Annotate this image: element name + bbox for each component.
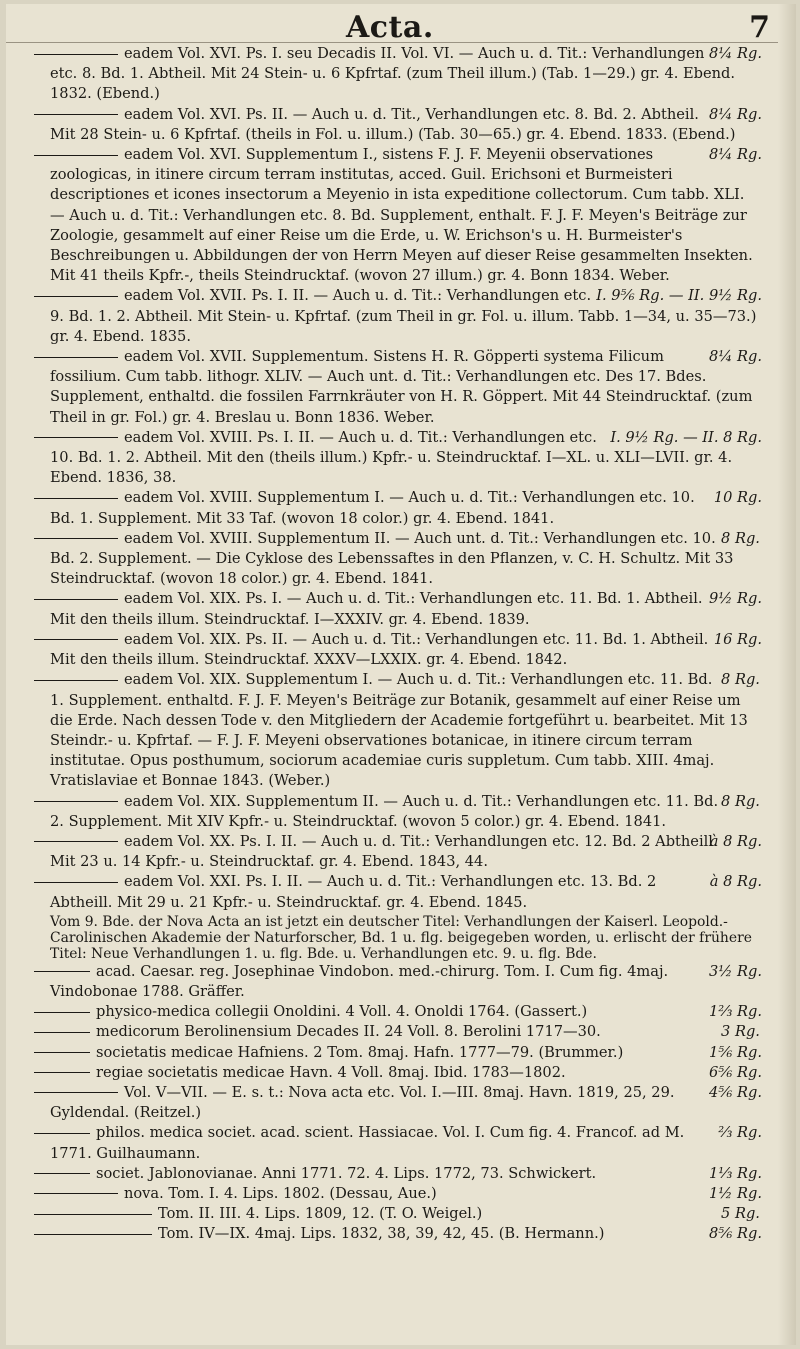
ditto-dash bbox=[34, 1012, 90, 1013]
ditto-dash bbox=[34, 599, 118, 600]
entry-price: 1½ Rg. bbox=[708, 1184, 762, 1202]
entry-text: eadem Vol. XIX. Ps. II. — Auch u. d. Tit.: Verhandlungen etc. 11. Bd. 1. Abtheil. Mit den theils illum. Steindrucktaf. XXXV—LXXIX. gr. 4. Ebend. 1842. bbox=[50, 630, 709, 669]
scan-edge bbox=[778, 4, 796, 1345]
entry-price: 6⅚ Rg. bbox=[708, 1063, 762, 1081]
entry-text: Vom 9. Bde. der Nova Acta an ist jetzt ein deutscher Titel: Verhandlungen der Kaiserl. Leopold.-Carolinischen Akademie der Naturforscher, Bd. 1 u. flg. beigegeben worden, u. erlischt der frühere Titel: Neue Verhandlungen 1. u. flg. Bde. u. Verhandlungen etc. 9. u. flg. Bde. bbox=[50, 913, 752, 962]
catalog-entry bbox=[34, 105, 762, 145]
ditto-dash bbox=[34, 801, 118, 802]
entry-price: ⅔ Rg. bbox=[718, 1124, 762, 1142]
entry-text: eadem Vol. XIX. Supplementum I. — Auch u. d. Tit.: Verhandlungen etc. 11. Bd. 1. Supplement. enthaltd. F. J. F. Meyen's Beiträge zur Botanik, gesammelt auf einer Reise um die Erde. Nach dessen Tode v. den Mitgliedern der Academie fortgeführt u. bearbeitet. Mit 13 Steindr.- u. Kpfrtaf. — F. J. F. Meyeni observationes botanicae, in itinere circum terram institutae. Opus posthumum, sociorum academiae curis suppletum. Cum tabb. XIII. 4maj. Vratislaviae et Bonnae 1843. (Weber.) bbox=[50, 671, 748, 790]
catalog-entry bbox=[34, 1002, 762, 1022]
entry-text: eadem Vol. XXI. Ps. I. II. — Auch u. d. Tit.: Verhandlungen etc. 13. Bd. 2 Abtheill. Mit 29 u. 21 Kpfr.- u. Steindrucktaf. gr. 4. Ebend. 1845. bbox=[50, 873, 657, 911]
entry-price: 8¼ Rg. bbox=[708, 348, 762, 366]
entry-price: 1⅔ Rg. bbox=[708, 1003, 762, 1021]
entry-text: eadem Vol. XVII. Ps. I. II. — Auch u. d. Tit.: Verhandlungen etc. 9. Bd. 1. 2. Abtheil. Mit Stein- u. Kpfrtaf. (zum Theil in gr. Fol. u. illum. Tabb. 1—34, u. 35—73.) gr. 4. Ebend. 1835. bbox=[50, 287, 757, 345]
entry-price: 16 Rg. bbox=[713, 630, 762, 648]
entry-text: eadem Vol. XVIII. Supplementum II. — Auch unt. d. Tit.: Verhandlungen etc. 10. Bd. 2. Supplement. — Die Cyklose des Lebenssaftes in den Pflanzen, v. C. H. Schultz. Mit 33 Steindrucktaf. (wovon 18 color.) gr. 4. Ebend. 1841. bbox=[50, 529, 734, 588]
catalog-entry bbox=[34, 347, 762, 428]
entry-text: acad. Caesar. reg. Josephinae Vindobon. med.-chirurg. Tom. I. Cum fig. 4maj. Vindobonae 1788. Gräffer. bbox=[50, 962, 669, 1000]
ditto-dash bbox=[34, 538, 118, 539]
entry-text: societ. Jablonovianae. Anni 1771. 72. 4. Lips. 1772, 73. Schwickert. bbox=[96, 1164, 597, 1182]
entry-text: eadem Vol. XVIII. Supplementum I. — Auch u. d. Tit.: Verhandlungen etc. 10. Bd. 1. Supplement. Mit 33 Taf. (wovon 18 color.) gr. 4. Ebend. 1841. bbox=[50, 489, 695, 527]
entry-price: 4⅚ Rg. bbox=[708, 1083, 762, 1101]
entry-text: eadem Vol. XIX. Ps. I. — Auch u. d. Tit.: Verhandlungen etc. 11. Bd. 1. Abtheil. Mit den theils illum. Steindrucktaf. I—XXXIV. gr. 4. Ebend. 1839. bbox=[50, 590, 703, 628]
ditto-dash bbox=[34, 296, 118, 297]
ditto-dash bbox=[34, 114, 118, 115]
entry-text: Tom. II. III. 4. Lips. 1809, 12. (T. O. Weigel.) bbox=[158, 1205, 483, 1223]
running-title: Acta. bbox=[346, 10, 434, 45]
ditto-dash bbox=[34, 639, 118, 640]
entry-text: eadem Vol. XVI. Supplementum I., sistens F. J. F. Meyenii observationes zoologicas, in itinere circum terram institutas, acced. Guil. Erichsoni et Burmeisteri descriptiones et icones insectorum a Meyenio in ista expeditione collectorum. Cum tabb. XLI. — Auch u. d. Tit.: Verhandlungen etc. 8. Bd. Supplement, enthalt. F. J. F. Meyen's Beiträge zur Zoologie, gesammelt auf einer Reise um die Erde, u. W. Erichson's u. H. Burmeister's Beschreibungen u. Abbildungen der von Herrn Meyen auf dieser Reise gesammelten Insekten. Mit 41 theils Kpfr.-, theils Steindrucktaf. (wovon 27 illum.) gr. 4. Bonn 1834. Weber. bbox=[50, 146, 753, 285]
page-header bbox=[6, 4, 796, 43]
ditto-dash bbox=[34, 1092, 118, 1093]
catalog-entry bbox=[34, 832, 762, 872]
catalog-entry bbox=[34, 1123, 762, 1163]
ditto-dash bbox=[34, 1173, 90, 1174]
entry-text: Vol. V—VII. — E. s. t.: Nova acta etc. Vol. I.—III. 8maj. Havn. 1819, 25, 29. Gyldendal. (Reitzel.) bbox=[50, 1083, 675, 1122]
catalog-entry bbox=[34, 872, 762, 912]
entry-text: societatis medicae Hafniens. 2 Tom. 8maj. Hafn. 1777—79. (Brummer.) bbox=[96, 1043, 624, 1061]
catalog-entry bbox=[34, 488, 762, 528]
entry-price: 1⅓ Rg. bbox=[708, 1164, 762, 1182]
entry-price: 8¼ Rg. bbox=[708, 146, 762, 164]
catalog-entry bbox=[34, 286, 762, 347]
entry-text: philos. medica societ. acad. scient. Hassiacae. Vol. I. Cum fig. 4. Francof. ad M. 1771. Guilhaumann. bbox=[50, 1124, 685, 1162]
entry-text: eadem Vol. XX. Ps. I. II. — Auch u. d. Tit.: Verhandlungen etc. 12. Bd. 2 Abtheill. Mit 23 u. 14 Kpfr.- u. Steindrucktaf. gr. 4. Ebend. 1843, 44. bbox=[50, 832, 718, 871]
entry-price: 1⅚ Rg. bbox=[708, 1043, 762, 1061]
catalog-entry bbox=[34, 1204, 762, 1224]
entry-price: 8¼ Rg. bbox=[708, 45, 762, 62]
entry-price: 5 Rg. bbox=[721, 1205, 760, 1223]
entry-price: 3½ Rg. bbox=[708, 962, 762, 980]
catalog-entry bbox=[34, 529, 762, 590]
ditto-dash bbox=[34, 1052, 90, 1053]
entry-text: medicorum Berolinensium Decades II. 24 Voll. 8. Berolini 1717—30. bbox=[96, 1023, 601, 1041]
ditto-dash bbox=[34, 971, 90, 972]
entry-price: 8 Rg. bbox=[721, 529, 760, 547]
catalog-page bbox=[6, 4, 796, 1345]
entry-price: 8 Rg. bbox=[721, 792, 760, 810]
ditto-dash bbox=[34, 1072, 90, 1073]
catalog-entry bbox=[34, 1043, 762, 1063]
catalog-entry bbox=[34, 428, 762, 489]
ditto-dash bbox=[34, 1214, 152, 1215]
entry-price: I. 9⅚ Rg. — II. 9½ Rg. bbox=[596, 287, 762, 305]
page-number: 7 bbox=[749, 10, 770, 45]
entry-price: I. 9½ Rg. — II. 8 Rg. bbox=[610, 428, 762, 446]
catalog-entry bbox=[34, 670, 762, 791]
entry-price: à 8 Rg. bbox=[709, 873, 762, 891]
entry-text: Tom. IV—IX. 4maj. Lips. 1832, 38, 39, 42, 45. (B. Hermann.) bbox=[158, 1225, 605, 1243]
ditto-dash bbox=[34, 437, 118, 438]
ditto-dash bbox=[34, 498, 118, 499]
ditto-dash bbox=[34, 1234, 152, 1235]
catalog-entry bbox=[34, 589, 762, 629]
entry-price: 8¼ Rg. bbox=[708, 105, 762, 123]
entry-text: physico-medica collegii Onoldini. 4 Voll. 4. Onoldi 1764. (Gassert.) bbox=[96, 1003, 588, 1021]
entry-text: eadem Vol. XVI. Ps. II. — Auch u. d. Tit., Verhandlungen etc. 8. Bd. 2. Abtheil. Mit 28 Stein- u. 6 Kpfrtaf. (theils in Fol. u. illum.) (Tab. 30—65.) gr. 4. Ebend. 1833. (Ebend.) bbox=[50, 105, 736, 143]
catalog-entry bbox=[34, 962, 762, 1002]
catalog-entry bbox=[34, 1164, 762, 1184]
entry-price: à 8 Rg. bbox=[709, 832, 762, 850]
entry-price: 10 Rg. bbox=[713, 489, 762, 507]
ditto-dash bbox=[34, 1193, 118, 1194]
entry-price: 8⅚ Rg. bbox=[708, 1225, 762, 1243]
catalog-entry bbox=[34, 1184, 762, 1204]
catalog-entry bbox=[34, 1083, 762, 1123]
ditto-dash bbox=[34, 1032, 90, 1033]
catalog-entry bbox=[34, 792, 762, 832]
ditto-dash bbox=[34, 155, 118, 156]
catalog-entries bbox=[34, 44, 762, 1245]
ditto-dash bbox=[34, 54, 118, 55]
ditto-dash bbox=[34, 882, 118, 883]
entry-price: 9½ Rg. bbox=[708, 590, 762, 608]
entry-text: eadem Vol. XVIII. Ps. I. II. — Auch u. d. Tit.: Verhandlungen etc. 10. Bd. 1. 2. Abtheil. Mit den (theils illum.) Kpfr.- u. Steindrucktaf. I—XL. u. XLI—LVII. gr. 4. Ebend. 1836, 38. bbox=[50, 428, 733, 487]
ditto-dash bbox=[34, 357, 118, 358]
entry-text: eadem Vol. XVI. Ps. I. seu Decadis II. Vol. VI. — Auch u. d. Tit.: Verhandlungen etc. 8. Bd. 1. Abtheil. Mit 24 Stein- u. 6 Kpfrtaf. (zum Theil illum.) (Tab. 1—29.) gr. 4. Ebend. 1832. (Ebend.) bbox=[50, 45, 736, 103]
entry-price: 3 Rg. bbox=[721, 1023, 760, 1041]
catalog-entry bbox=[34, 44, 762, 105]
ditto-dash bbox=[34, 841, 118, 842]
catalog-entry bbox=[34, 1022, 762, 1042]
entry-text: nova. Tom. I. 4. Lips. 1802. (Dessau, Aue.) bbox=[124, 1184, 437, 1202]
catalog-note bbox=[34, 914, 762, 962]
catalog-entry bbox=[34, 1063, 762, 1083]
ditto-dash bbox=[34, 680, 118, 681]
ditto-dash bbox=[34, 1133, 90, 1134]
entry-text: regiae societatis medicae Havn. 4 Voll. 8maj. Ibid. 1783—1802. bbox=[96, 1063, 566, 1081]
catalog-entry bbox=[34, 145, 762, 286]
entry-price: 8 Rg. bbox=[721, 671, 760, 689]
catalog-entry bbox=[34, 1224, 762, 1244]
entry-text: eadem Vol. XIX. Supplementum II. — Auch u. d. Tit.: Verhandlungen etc. 11. Bd. 2. Supplement. Mit XIV Kpfr.- u. Steindrucktaf. (wovon 5 color.) gr. 4. Ebend. 1841. bbox=[50, 792, 719, 830]
catalog-entry bbox=[34, 630, 762, 670]
entry-text: eadem Vol. XVII. Supplementum. Sistens H. R. Göpperti systema Filicum fossilium. Cum tabb. lithogr. XLIV. — Auch unt. d. Tit.: Verhandlungen etc. Des 17. Bdes. Supplement, enthaltd. die fossilen Farrnkräuter von H. R. Göppert. Mit 44 Steindrucktaf. (zum Theil in gr. Fol.) gr. 4. Breslau u. Bonn 1836. Weber. bbox=[50, 348, 753, 426]
